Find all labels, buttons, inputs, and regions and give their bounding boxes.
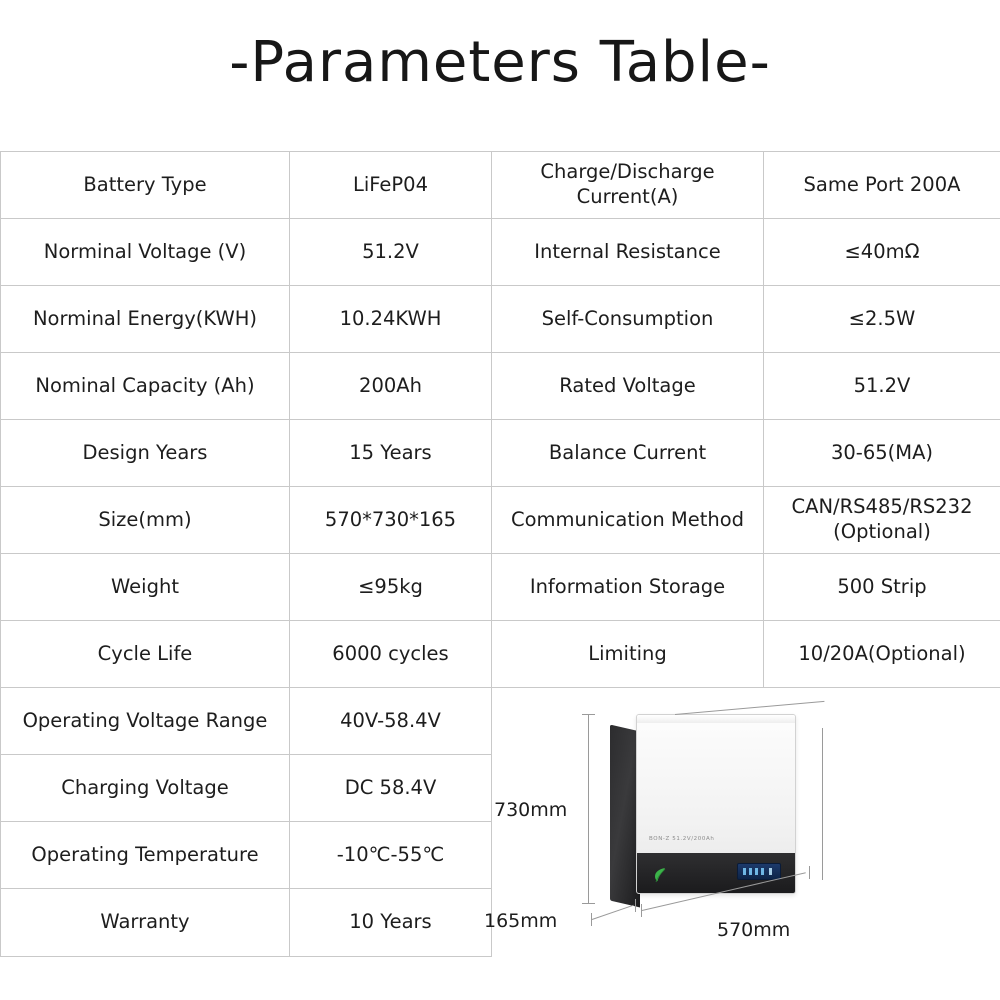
table-row bbox=[1, 621, 1000, 688]
table-row bbox=[1, 487, 1000, 554]
height-tick-top bbox=[582, 714, 595, 715]
battery-top-strip bbox=[637, 715, 795, 723]
page-title: -Parameters Table- bbox=[229, 30, 771, 95]
product-illustration bbox=[484, 688, 1000, 956]
table-row bbox=[1, 554, 1000, 621]
battery-brand-label: BON-Z 51.2V/200Ah bbox=[649, 835, 715, 842]
product-illustration-cell bbox=[484, 688, 1000, 957]
param-value: 40V-58.4V bbox=[290, 688, 492, 755]
param-value: 10.24KWH bbox=[290, 286, 492, 353]
param-label: Design Years bbox=[1, 420, 290, 487]
table-row bbox=[1, 219, 1000, 286]
param-label: Operating Voltage Range bbox=[1, 688, 290, 755]
width-tick-right bbox=[809, 866, 810, 879]
table-row bbox=[1, 420, 1000, 487]
param-value: 51.2V bbox=[764, 353, 1000, 420]
param-value: 10 Years bbox=[290, 889, 492, 956]
param-label: Nominal Capacity (Ah) bbox=[1, 353, 290, 420]
leaf-icon bbox=[653, 865, 667, 881]
depth-tick-right bbox=[635, 899, 636, 912]
param-value: 500 Strip bbox=[764, 554, 1000, 621]
param-label: Weight bbox=[1, 554, 290, 621]
height-tick-bottom bbox=[582, 903, 595, 904]
param-value: ≤2.5W bbox=[764, 286, 1000, 353]
param-label: Warranty bbox=[1, 889, 290, 956]
param-label: Size(mm) bbox=[1, 487, 290, 554]
top-reference-line bbox=[675, 701, 825, 715]
parameters-table bbox=[0, 151, 1000, 957]
width-tick-left bbox=[641, 904, 642, 917]
param-value: LiFeP04 bbox=[290, 152, 492, 219]
depth-tick-left bbox=[591, 913, 592, 926]
param-label: Communication Method bbox=[492, 487, 764, 554]
right-reference-line bbox=[822, 728, 823, 880]
depth-dimension-line bbox=[592, 905, 634, 920]
param-label: Rated Voltage bbox=[492, 353, 764, 420]
battery-display-screen bbox=[737, 863, 781, 880]
param-value: 570*730*165 bbox=[290, 487, 492, 554]
table-row bbox=[1, 688, 1000, 755]
table-row bbox=[1, 286, 1000, 353]
param-label: Norminal Energy(KWH) bbox=[1, 286, 290, 353]
param-value: DC 58.4V bbox=[290, 755, 492, 822]
param-value: 10/20A(Optional) bbox=[764, 621, 1000, 688]
param-value: 30-65(MA) bbox=[764, 420, 1000, 487]
param-label: Charge/Discharge Current(A) bbox=[492, 152, 764, 219]
param-label: Charging Voltage bbox=[1, 755, 290, 822]
param-value: 6000 cycles bbox=[290, 621, 492, 688]
param-label: Information Storage bbox=[492, 554, 764, 621]
param-value: ≤40mΩ bbox=[764, 219, 1000, 286]
table-row bbox=[1, 152, 1000, 219]
param-label: Cycle Life bbox=[1, 621, 290, 688]
height-dimension-label: 730mm bbox=[494, 799, 568, 821]
param-value: ≤95kg bbox=[290, 554, 492, 621]
param-value: Same Port 200A bbox=[764, 152, 1000, 219]
width-dimension-label: 570mm bbox=[717, 919, 791, 941]
param-label: Limiting bbox=[492, 621, 764, 688]
param-value: 15 Years bbox=[290, 420, 492, 487]
param-label: Self-Consumption bbox=[492, 286, 764, 353]
param-label: Norminal Voltage (V) bbox=[1, 219, 290, 286]
height-dimension-line bbox=[588, 714, 589, 904]
param-value: CAN/RS485/RS232 (Optional) bbox=[764, 487, 1000, 554]
param-label: Internal Resistance bbox=[492, 219, 764, 286]
param-label: Battery Type bbox=[1, 152, 290, 219]
battery-front-panel bbox=[636, 714, 796, 894]
param-label: Operating Temperature bbox=[1, 822, 290, 889]
param-value: 200Ah bbox=[290, 353, 492, 420]
table-row bbox=[1, 353, 1000, 420]
param-value: 51.2V bbox=[290, 219, 492, 286]
depth-dimension-label: 165mm bbox=[484, 910, 558, 932]
param-label: Balance Current bbox=[492, 420, 764, 487]
param-value: -10℃-55℃ bbox=[290, 822, 492, 889]
